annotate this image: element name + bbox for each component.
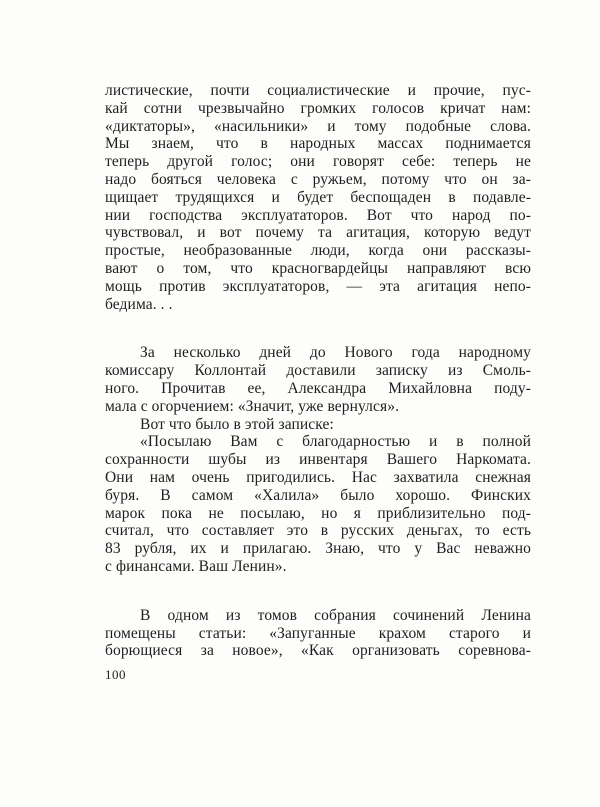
text-line: марок пока не посылаю, но я приблизительно под-	[105, 504, 531, 522]
paragraph	[105, 416, 531, 434]
text-line: ного. Прочитав ее, Александра Михайловна поду-	[105, 379, 531, 397]
text-line: сохранности шубы из инвентаря Вашего Наркомата.	[105, 451, 531, 469]
text-line: нии господства эксплуататоров. Вот что народ по-	[105, 206, 531, 224]
text-line: чувствовал, и вот почему та агитация, которую ведут	[105, 224, 531, 242]
text-line: Они нам очень пригодились. Нас захватила снежная	[105, 468, 531, 486]
text-line: теперь другой голос; они говорят себе: теперь не	[105, 153, 531, 171]
text-line: помещены статьи: «Запуганные крахом старого и	[105, 624, 531, 642]
text-line: мала с огорчением: «Значит, уже вернулся».	[105, 397, 400, 415]
text-line: Мы знаем, что в народных массах поднимается	[105, 135, 531, 153]
text-line: «диктаторы», «насильники» и тому подобные слова.	[105, 117, 531, 135]
paragraph	[105, 607, 531, 660]
text-line: В одном из томов собрания сочинений Ленина	[140, 606, 531, 624]
text-line: листические, почти социалистические и прочие, пус-	[105, 82, 531, 99]
page-number: 100	[105, 667, 126, 683]
text-line: борющиеся за новое», «Как организовать соревнова-	[105, 642, 531, 660]
text-line: 83 рубля, их и прилагаю. Знаю, что у Вас неважно	[105, 540, 531, 558]
text-line: надо бояться человека с ружьем, потому что он за-	[105, 170, 531, 188]
text-block	[105, 82, 531, 683]
text-line: бедима. . .	[105, 295, 173, 313]
text-line: За несколько дней до Нового года народному	[140, 344, 531, 362]
text-line: щищает трудящихся и будет беспощаден в подавле-	[105, 188, 531, 206]
text-line: «Посылаю Вам с благодарностью и в полной	[140, 433, 531, 451]
paragraph	[105, 344, 531, 415]
paragraph	[105, 433, 531, 575]
text-line: с финансами. Ваш Ленин».	[105, 557, 287, 575]
paragraph	[105, 82, 531, 313]
text-line: простые, необразованные люди, когда они рассказы-	[105, 242, 531, 260]
text-line: Вот что было в этой записке:	[140, 415, 334, 433]
text-line: вают о том, что красногвардейцы направляют всю	[105, 259, 531, 277]
text-line: считал, что составляет это в русских деньгах, то есть	[105, 522, 531, 540]
text-line: комиссару Коллонтай доставили записку из Смоль-	[105, 362, 531, 380]
text-line: буря. В самом «Халила» было хорошо. Финских	[105, 486, 531, 504]
text-line: кай сотни чрезвычайно громких голосов кричат нам:	[105, 99, 531, 117]
text-line: мощь против эксплуататоров, — эта агитация непо-	[105, 277, 531, 295]
